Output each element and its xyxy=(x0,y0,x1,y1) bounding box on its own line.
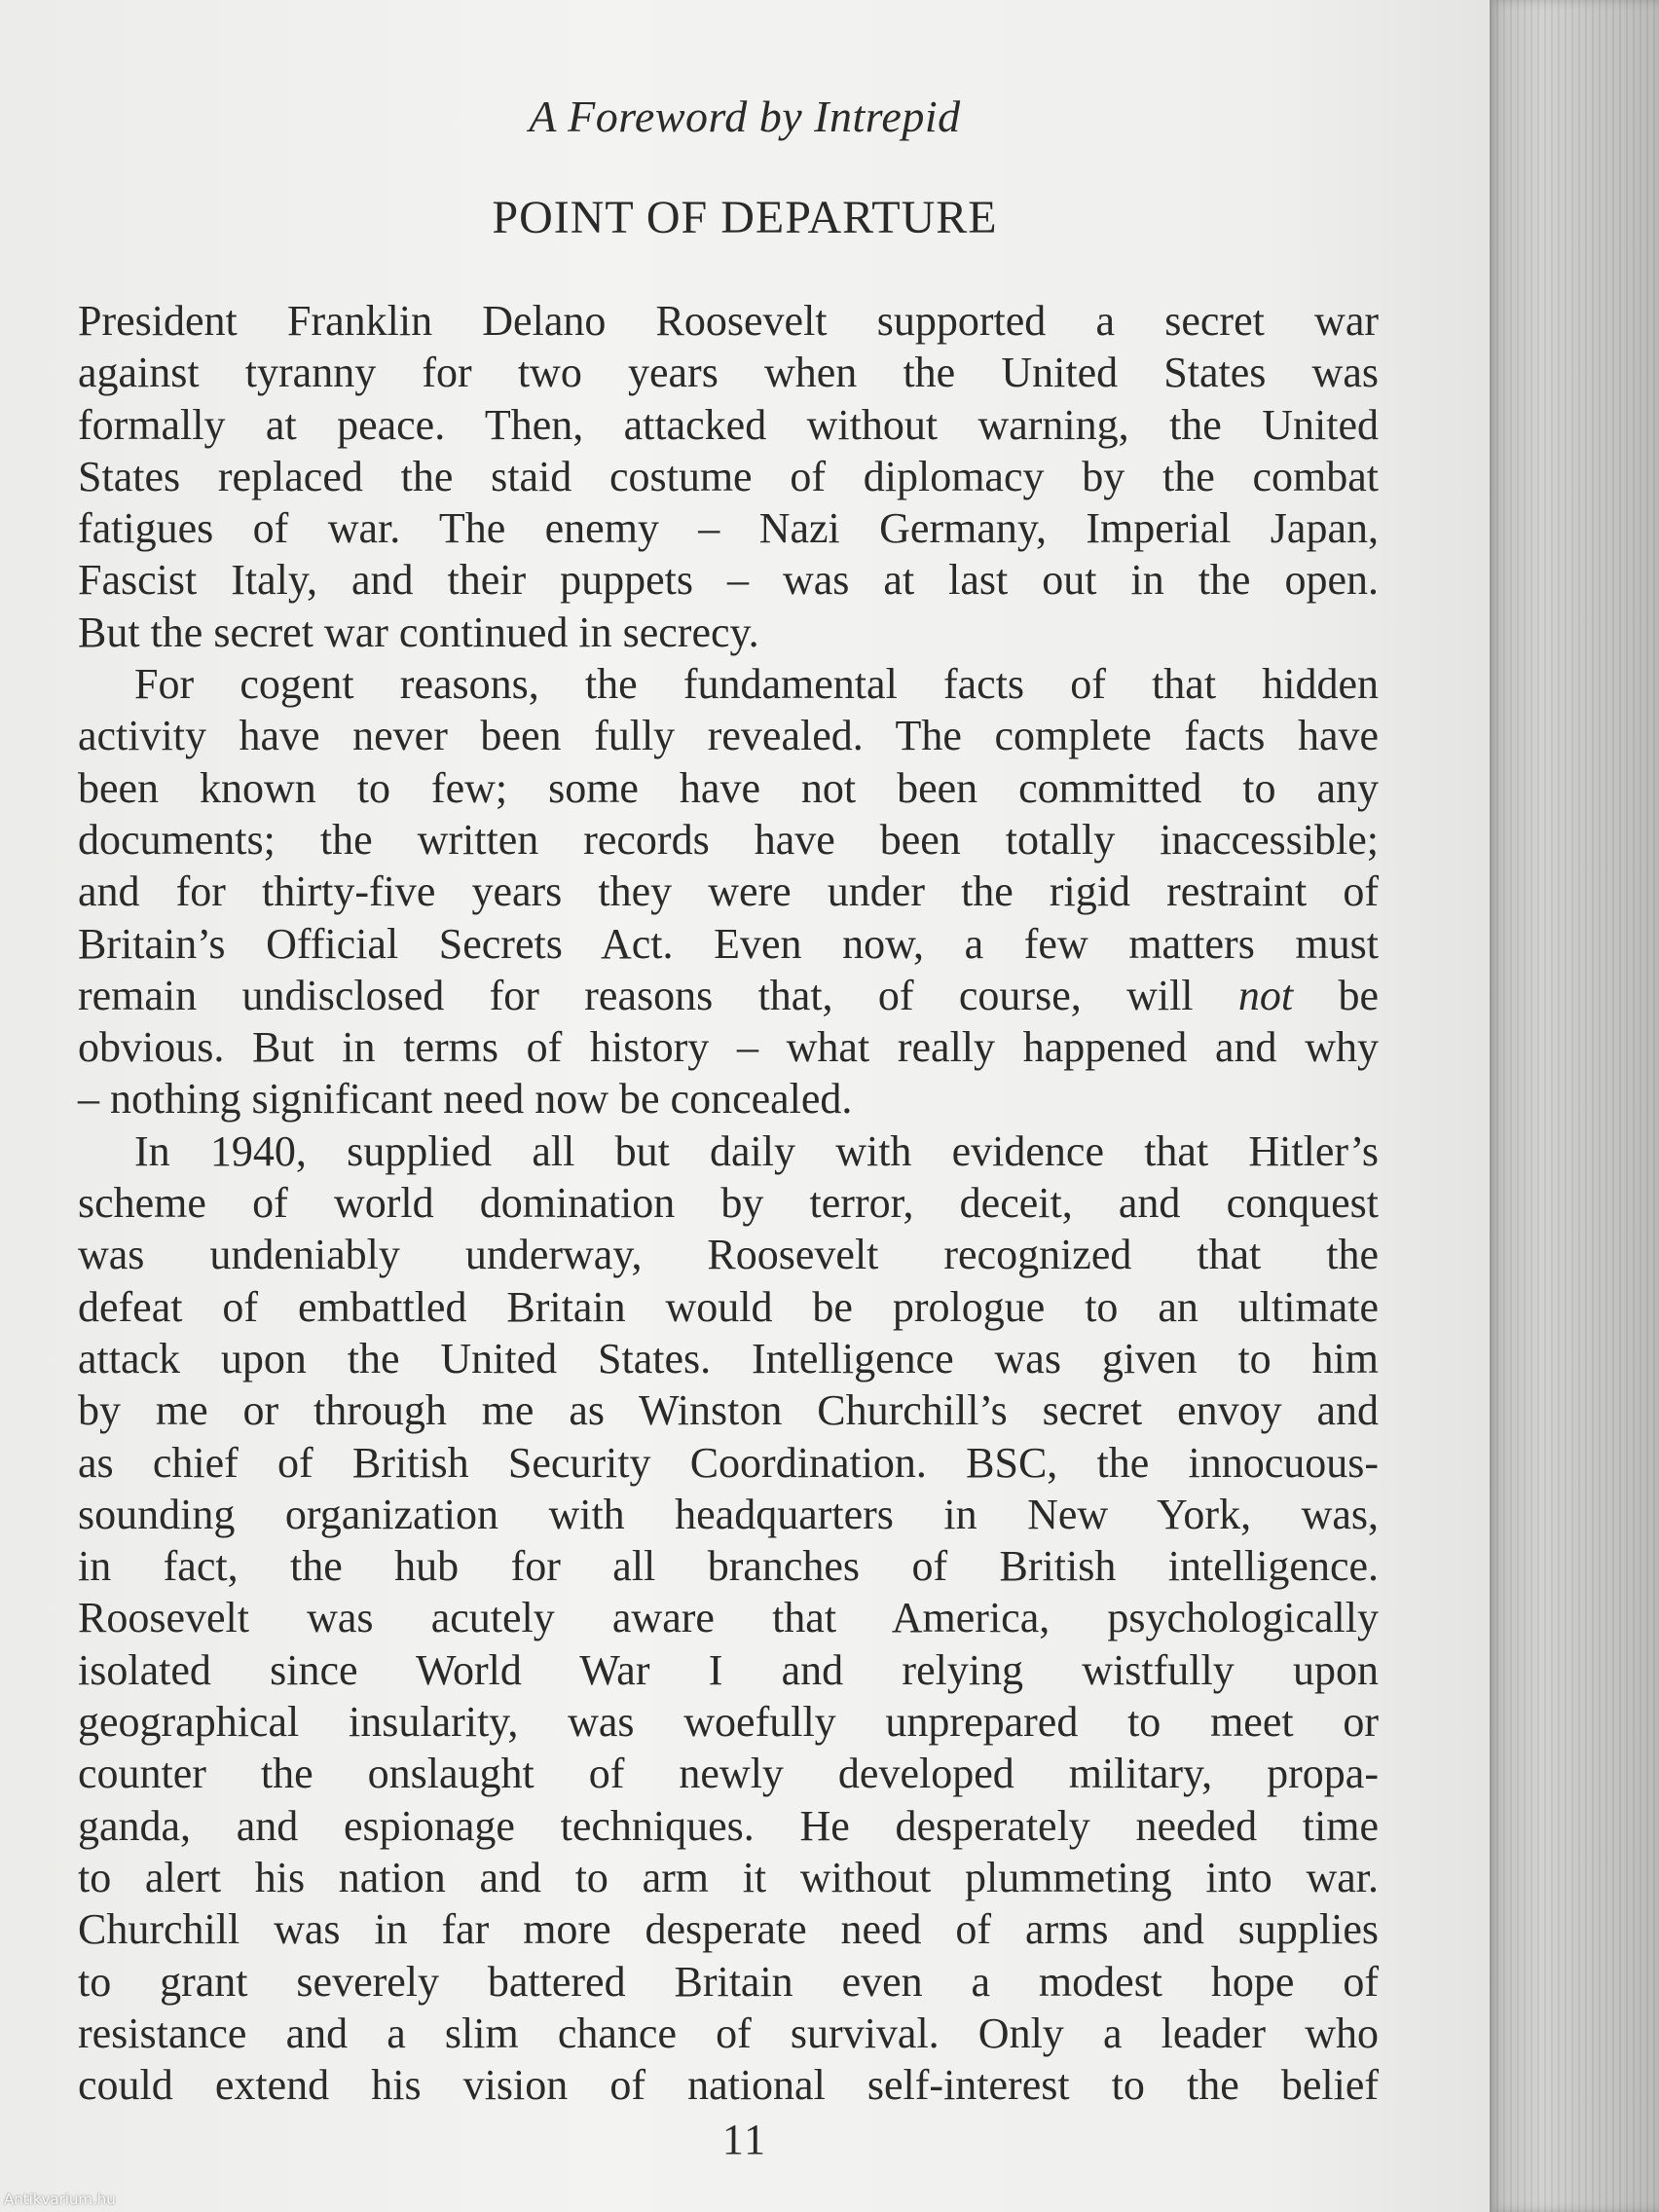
watermark: Antikvarium.hu xyxy=(4,2191,116,2208)
text-line: was undeniably underway, Roosevelt recognized that the xyxy=(78,1231,1379,1279)
text-line: – nothing significant need now be concealed. xyxy=(78,1075,853,1124)
text-line: President Franklin Delano Roosevelt supported a secret war xyxy=(78,297,1379,345)
text-line: sounding organization with headquarters in New York, was, xyxy=(78,1490,1379,1538)
text-line: to alert his nation and to arm it without plummeting into war. xyxy=(78,1853,1379,1901)
body-text xyxy=(78,295,1379,2111)
text-line: For cogent reasons, the fundamental facts of that hidden xyxy=(134,660,1379,709)
text-line: could extend his vision of national self-interest to the belief xyxy=(78,2061,1379,2110)
text-line: obvious. But in terms of history – what really happened and why xyxy=(78,1023,1379,1072)
page-number: 11 xyxy=(721,2116,768,2163)
text-line: Fascist Italy, and their puppets – was at last out in the open. xyxy=(78,556,1379,605)
text-line: activity have never been fully revealed. The complete facts have xyxy=(78,712,1379,760)
text-line: been known to few; some have not been committed to any xyxy=(78,763,1379,812)
text-line: formally at peace. Then, attacked without warning, the United xyxy=(78,400,1379,449)
text-line: fatigues of war. The enemy – Nazi Germany, Imperial Japan, xyxy=(78,504,1379,553)
text-line: counter the onslaught of newly developed military, propa- xyxy=(78,1750,1379,1798)
text-line: remain undisclosed for reasons that, of course, will not be xyxy=(78,971,1380,1019)
text-line: But the secret war continued in secrecy. xyxy=(78,608,759,656)
text-line: as chief of British Security Coordination. BSC, the innocuous- xyxy=(78,1438,1379,1487)
text-line: defeat of embattled Britain would be prologue to an ultimate xyxy=(78,1282,1379,1331)
text-line: scheme of world domination by terror, deceit, and conquest xyxy=(78,1179,1379,1228)
text-line: and for thirty-five years they were under the rigid restraint of xyxy=(78,867,1379,916)
text-line: by me or through me as Winston Churchill’s secret envoy and xyxy=(78,1386,1379,1435)
text-line: geographical insularity, was woefully unprepared to meet or xyxy=(78,1698,1379,1747)
text-line: isolated since World War I and relying wistfully upon xyxy=(78,1645,1379,1694)
text-line: Churchill was in far more desperate need of arms and supplies xyxy=(78,1905,1379,1954)
text-line: in fact, the hub for all branches of British intelligence. xyxy=(78,1542,1379,1591)
text-line: States replaced the staid costume of diplomacy by the combat xyxy=(78,452,1379,500)
chapter-title: POINT OF DEPARTURE xyxy=(492,192,998,243)
text-line: In 1940, supplied all but daily with evidence that Hitler’s xyxy=(134,1126,1379,1175)
foreword-heading: A Foreword by Intrepid xyxy=(529,92,961,141)
text-line: resistance and a slim chance of survival. Only a leader who xyxy=(78,2009,1379,2057)
text-line: to grant severely battered Britain even a modest hope of xyxy=(78,1957,1379,2006)
emphasis-not: not xyxy=(1237,971,1294,1019)
text-line: Britain’s Official Secrets Act. Even now, a few matters must xyxy=(78,919,1379,968)
text-line: ganda, and espionage techniques. He desperately needed time xyxy=(78,1801,1379,1850)
text-line: Roosevelt was acutely aware that America, psychologically xyxy=(78,1594,1379,1642)
page-edges xyxy=(1490,0,1659,2212)
text-line: documents; the written records have been totally inaccessible; xyxy=(78,815,1379,864)
text-line: against tyranny for two years when the United States was xyxy=(78,349,1379,397)
text-line: attack upon the United States. Intelligence was given to him xyxy=(78,1334,1379,1382)
